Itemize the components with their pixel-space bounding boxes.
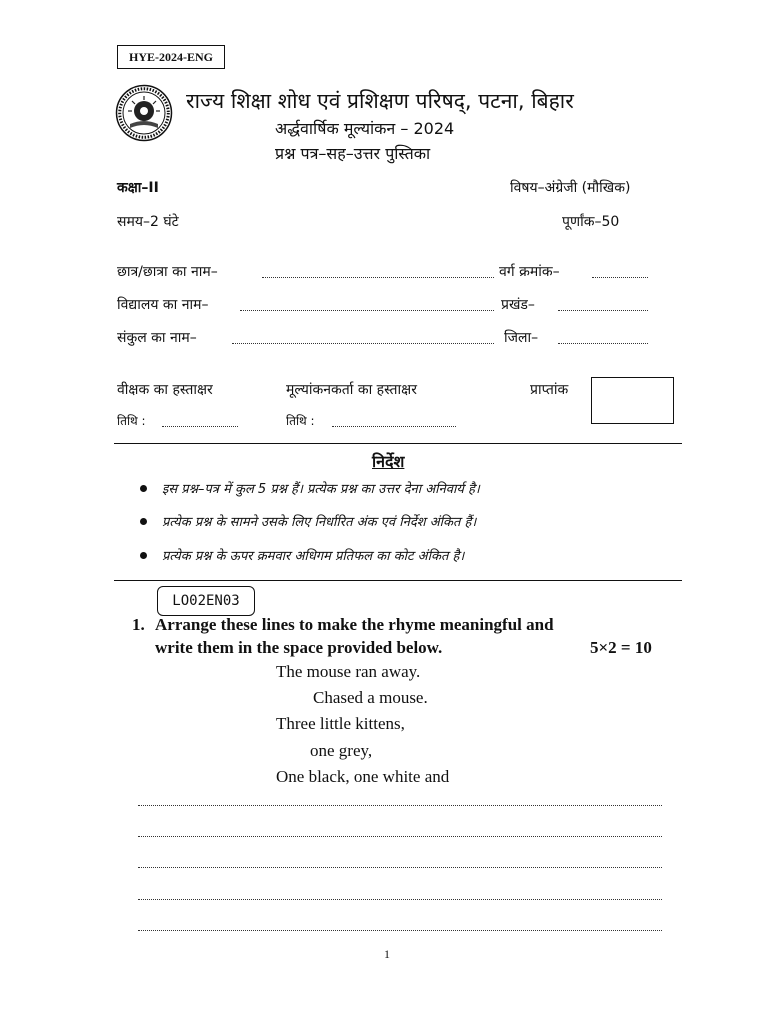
district-label: जिला– — [504, 330, 539, 346]
block-field[interactable] — [558, 309, 648, 311]
date-field-invigilator[interactable] — [162, 425, 238, 427]
answer-line-1[interactable] — [138, 804, 662, 806]
instructions-title: निर्देश — [372, 452, 405, 471]
paper-code-box — [117, 45, 225, 69]
cluster-name-label: संकुल का नाम– — [117, 330, 197, 346]
subject-label: विषय–अंग्रेजी (मौखिक) — [510, 180, 631, 196]
question-text-line-2: write them in the space provided below. — [155, 638, 443, 657]
block-label: प्रखंड– — [501, 297, 535, 313]
rhyme-line-5: One black, one white and — [276, 767, 450, 786]
page-number: 1 — [384, 947, 390, 961]
learning-outcome-code: LO02EN03 — [172, 593, 240, 609]
school-name-field[interactable] — [240, 309, 494, 311]
answer-line-5[interactable] — [138, 929, 662, 931]
exam-title: अर्द्धवार्षिक मूल्यांकन – 2024 — [275, 119, 455, 138]
answer-line-3[interactable] — [138, 866, 662, 868]
date-label-evaluator: तिथि : — [286, 414, 315, 428]
divider-top — [114, 443, 682, 444]
bullet-icon — [140, 518, 147, 525]
full-marks-label: पूर्णांक–50 — [562, 214, 620, 230]
school-name-label: विद्यालय का नाम– — [117, 297, 209, 313]
question-text-line-1: Arrange these lines to make the rhyme meaningful and — [155, 615, 554, 634]
date-field-evaluator[interactable] — [332, 425, 456, 427]
class-roll-field[interactable] — [592, 276, 648, 278]
rhyme-line-4: one grey, — [310, 741, 373, 760]
cluster-name-field[interactable] — [232, 342, 494, 344]
instruction-item-3: प्रत्येक प्रश्न के ऊपर क्रमवार अधिगम प्रतिफल का कोट अंकित है। — [162, 549, 465, 564]
student-name-label: छात्र/छात्रा का नाम– — [117, 264, 218, 280]
marks-obtained-label: प्राप्तांक — [530, 382, 569, 398]
question-marks: 5×2 = 10 — [590, 638, 652, 657]
evaluator-signature-label: मूल्यांकनकर्ता का हस्ताक्षर — [286, 382, 417, 398]
bullet-icon — [140, 552, 147, 559]
instruction-item-1: इस प्रश्न–पत्र में कुल 5 प्रश्न हैं। प्रत्येक प्रश्न का उत्तर देना अनिवार्य है। — [162, 482, 480, 497]
date-label-invigilator: तिथि : — [117, 414, 146, 428]
time-label: समय–2 घंटे — [117, 214, 179, 230]
rhyme-line-2: Chased a mouse. — [313, 688, 428, 707]
student-name-field[interactable] — [262, 276, 494, 278]
rhyme-line-1: The mouse ran away. — [276, 662, 421, 681]
answer-line-2[interactable] — [138, 835, 662, 837]
scert-logo — [115, 84, 173, 142]
learning-outcome-code-box — [157, 586, 255, 616]
bullet-icon — [140, 485, 147, 492]
rhyme-line-3: Three little kittens, — [276, 714, 405, 733]
answer-line-4[interactable] — [138, 898, 662, 900]
class-label: कक्षा–II — [117, 180, 159, 196]
invigilator-signature-label: वीक्षक का हस्ताक्षर — [117, 382, 213, 398]
paper-code: HYE-2024-ENG — [129, 49, 213, 64]
divider-bottom — [114, 580, 682, 581]
booklet-title: प्रश्न पत्र–सह–उत्तर पुस्तिका — [275, 144, 431, 163]
marks-obtained-box[interactable] — [591, 377, 674, 424]
council-title: राज्य शिक्षा शोध एवं प्रशिक्षण परिषद्, पटना, बिहार — [186, 89, 574, 113]
instruction-item-2: प्रत्येक प्रश्न के सामने उसके लिए निर्धारित अंक एवं निर्देश अंकित हैं। — [162, 515, 477, 530]
district-field[interactable] — [558, 342, 648, 344]
class-roll-label: वर्ग क्रमांक– — [499, 264, 560, 280]
question-number: 1. — [132, 615, 145, 634]
